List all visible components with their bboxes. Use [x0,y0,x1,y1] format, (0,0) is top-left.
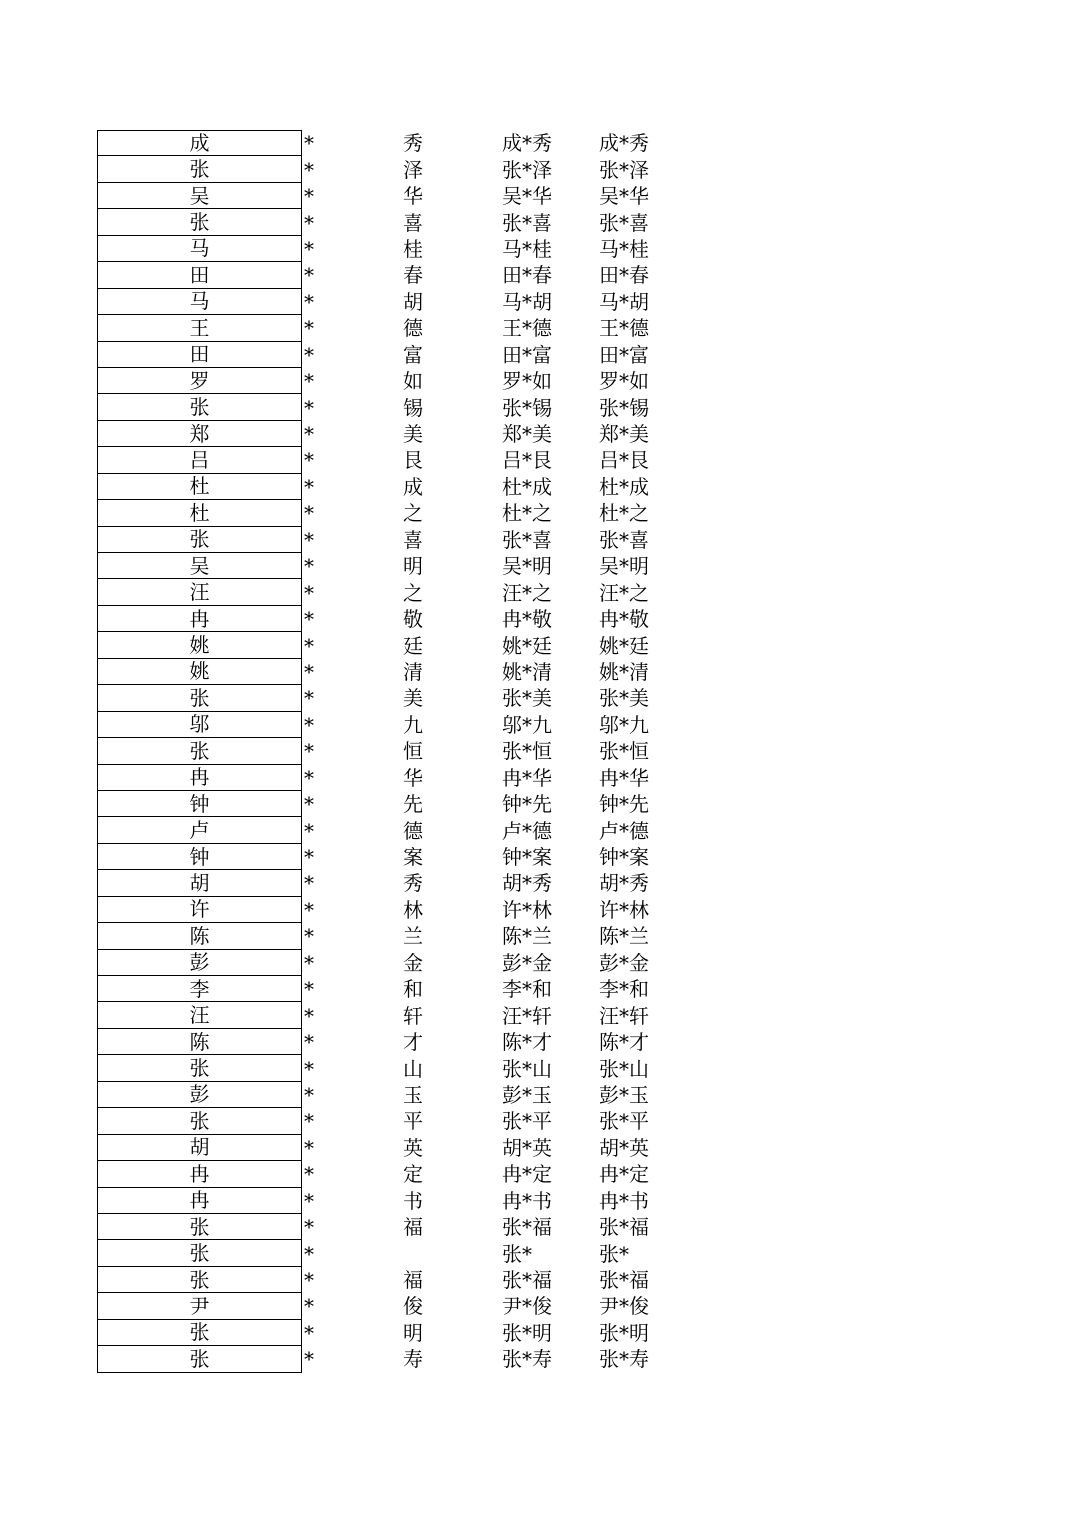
mask-cell: * [304,818,314,843]
given-name-cell: 成 [403,474,423,499]
masked-name-cell: 张* [502,1241,532,1266]
masked-name-cell: 张*明 [502,1320,552,1345]
masked-name-copy-cell: 张*寿 [599,1347,649,1372]
given-name-cell: 才 [403,1030,423,1055]
surname-cell: 田 [97,262,302,288]
mask-cell: * [304,1294,314,1319]
mask-cell: * [304,924,314,949]
mask-cell: * [304,871,314,896]
mask-cell: * [304,1215,314,1240]
masked-name-copy-cell: 张*锡 [599,395,649,420]
masked-name-cell: 张*锡 [502,395,552,420]
surname-cell: 彭 [97,950,302,976]
given-name-cell: 之 [403,580,423,605]
surname-cell: 吴 [97,553,302,579]
masked-name-copy-cell: 钟*先 [599,792,649,817]
given-name-cell: 兰 [403,924,423,949]
masked-name-cell: 张*美 [502,686,552,711]
surname-cell: 冉 [97,1188,302,1214]
masked-name-cell: 钟*先 [502,792,552,817]
masked-name-cell: 姚*廷 [502,633,552,658]
given-name-cell: 案 [403,845,423,870]
mask-cell: * [304,686,314,711]
masked-name-cell: 张*喜 [502,527,552,552]
masked-name-cell: 冉*华 [502,765,552,790]
mask-cell: * [304,342,314,367]
masked-name-cell: 钟*案 [502,845,552,870]
surname-cell: 张 [97,1214,302,1240]
surname-cell: 张 [97,738,302,764]
masked-name-cell: 尹*俊 [502,1294,552,1319]
masked-name-cell: 陈*兰 [502,924,552,949]
masked-name-copy-cell: 冉*书 [599,1188,649,1213]
mask-cell: * [304,501,314,526]
masked-name-copy-cell: 尹*俊 [599,1294,649,1319]
masked-name-copy-cell: 张*恒 [599,739,649,764]
masked-name-cell: 田*富 [502,342,552,367]
surname-cell: 许 [97,897,302,923]
given-name-cell: 胡 [403,289,423,314]
given-name-cell: 华 [403,184,423,209]
surname-cell: 张 [97,1108,302,1134]
given-name-cell: 秀 [403,871,423,896]
masked-name-cell: 张*泽 [502,157,552,182]
mask-cell: * [304,607,314,632]
masked-name-copy-cell: 张*福 [599,1268,649,1293]
given-name-cell: 喜 [403,527,423,552]
masked-name-copy-cell: 田*春 [599,263,649,288]
surname-cell: 陈 [97,1029,302,1055]
surname-cell: 尹 [97,1293,302,1319]
masked-name-copy-cell: 郑*美 [599,422,649,447]
masked-name-cell: 郑*美 [502,422,552,447]
surname-cell: 张 [97,1346,302,1372]
surname-cell: 张 [97,527,302,553]
mask-cell: * [304,289,314,314]
surname-cell: 王 [97,315,302,341]
surname-cell: 张 [97,1240,302,1266]
surname-cell: 成 [97,130,302,156]
given-name-cell: 九 [403,712,423,737]
surname-cell: 张 [97,685,302,711]
masked-name-cell: 汪*之 [502,580,552,605]
masked-name-copy-cell: 姚*清 [599,659,649,684]
masked-name-copy-cell: 胡*英 [599,1135,649,1160]
mask-cell: * [304,712,314,737]
masked-name-cell: 张*寿 [502,1347,552,1372]
surname-cell: 冉 [97,1161,302,1187]
mask-cell: * [304,1003,314,1028]
masked-name-cell: 杜*成 [502,474,552,499]
masked-name-cell: 冉*定 [502,1162,552,1187]
mask-cell: * [304,1162,314,1187]
masked-name-cell: 胡*英 [502,1135,552,1160]
masked-name-cell: 张*福 [502,1215,552,1240]
given-name-cell: 寿 [403,1347,423,1372]
mask-cell: * [304,395,314,420]
masked-name-copy-cell: 彭*玉 [599,1082,649,1107]
mask-cell: * [304,739,314,764]
surname-cell: 张 [97,1320,302,1346]
given-name-cell: 定 [403,1162,423,1187]
masked-name-copy-cell: 汪*轩 [599,1003,649,1028]
masked-name-copy-cell: 张*山 [599,1056,649,1081]
given-name-cell: 如 [403,369,423,394]
masked-name-copy-cell: 张*泽 [599,157,649,182]
mask-cell: * [304,950,314,975]
mask-cell: * [304,897,314,922]
given-name-cell: 德 [403,818,423,843]
surname-cell: 冉 [97,606,302,632]
mask-cell: * [304,1241,314,1266]
mask-cell: * [304,1268,314,1293]
surname-cell: 汪 [97,1002,302,1028]
masked-name-copy-cell: 冉*定 [599,1162,649,1187]
surname-cell: 胡 [97,1135,302,1161]
given-name-cell: 喜 [403,210,423,235]
masked-name-copy-cell: 许*林 [599,897,649,922]
mask-cell: * [304,845,314,870]
surname-cell: 胡 [97,870,302,896]
mask-cell: * [304,633,314,658]
masked-name-cell: 李*和 [502,977,552,1002]
masked-name-cell: 冉*敬 [502,607,552,632]
surname-cell: 吕 [97,447,302,473]
masked-name-cell: 吴*明 [502,554,552,579]
surname-cell: 杜 [97,500,302,526]
given-name-cell: 清 [403,659,423,684]
masked-name-cell: 张*恒 [502,739,552,764]
surname-cell: 张 [97,1055,302,1081]
mask-cell: * [304,263,314,288]
surname-cell: 李 [97,976,302,1002]
masked-name-copy-cell: 王*德 [599,316,649,341]
given-name-cell: 艮 [403,448,423,473]
given-name-cell: 英 [403,1135,423,1160]
given-name-cell: 廷 [403,633,423,658]
mask-cell: * [304,1082,314,1107]
masked-name-copy-cell: 冉*敬 [599,607,649,632]
masked-name-cell: 陈*才 [502,1030,552,1055]
given-name-cell: 秀 [403,131,423,156]
given-name-cell: 明 [403,554,423,579]
masked-name-cell: 张*喜 [502,210,552,235]
mask-cell: * [304,369,314,394]
masked-name-copy-cell: 罗*如 [599,369,649,394]
masked-name-copy-cell: 吴*明 [599,554,649,579]
given-name-cell: 桂 [403,236,423,261]
masked-name-cell: 邬*九 [502,712,552,737]
masked-name-cell: 罗*如 [502,369,552,394]
given-name-cell: 明 [403,1320,423,1345]
surname-cell: 陈 [97,923,302,949]
mask-cell: * [304,157,314,182]
mask-cell: * [304,210,314,235]
mask-cell: * [304,580,314,605]
given-name-cell: 锡 [403,395,423,420]
given-name-cell: 美 [403,422,423,447]
masked-name-copy-cell: 陈*兰 [599,924,649,949]
surname-cell: 姚 [97,659,302,685]
mask-cell: * [304,1347,314,1372]
given-name-cell: 敬 [403,607,423,632]
given-name-cell: 玉 [403,1082,423,1107]
masked-name-cell: 胡*秀 [502,871,552,896]
surname-cell: 马 [97,289,302,315]
given-name-cell: 先 [403,792,423,817]
masked-name-copy-cell: 彭*金 [599,950,649,975]
masked-name-copy-cell: 胡*秀 [599,871,649,896]
given-name-cell: 之 [403,501,423,526]
mask-cell: * [304,1320,314,1345]
masked-name-copy-cell: 张*喜 [599,527,649,552]
masked-name-copy-cell: 马*胡 [599,289,649,314]
masked-name-cell: 张*平 [502,1109,552,1134]
given-name-cell: 春 [403,263,423,288]
mask-cell: * [304,1188,314,1213]
masked-name-cell: 吕*艮 [502,448,552,473]
masked-name-cell: 彭*玉 [502,1082,552,1107]
mask-cell: * [304,527,314,552]
masked-name-copy-cell: 杜*成 [599,474,649,499]
given-name-cell: 轩 [403,1003,423,1028]
surname-cell: 张 [97,209,302,235]
given-name-cell: 福 [403,1268,423,1293]
surname-cell: 姚 [97,632,302,658]
surname-cell: 冉 [97,765,302,791]
given-name-cell: 和 [403,977,423,1002]
given-name-cell: 俊 [403,1294,423,1319]
given-name-cell: 恒 [403,739,423,764]
masked-name-copy-cell: 钟*案 [599,845,649,870]
masked-name-copy-cell: 吴*华 [599,184,649,209]
surname-cell: 郑 [97,421,302,447]
mask-cell: * [304,316,314,341]
masked-name-copy-cell: 张*喜 [599,210,649,235]
given-name-cell: 林 [403,897,423,922]
masked-name-cell: 冉*书 [502,1188,552,1213]
masked-name-copy-cell: 卢*德 [599,818,649,843]
surname-cell: 杜 [97,474,302,500]
mask-cell: * [304,1135,314,1160]
given-name-cell: 美 [403,686,423,711]
masked-name-copy-cell: 张*美 [599,686,649,711]
masked-name-copy-cell: 汪*之 [599,580,649,605]
masked-name-cell: 吴*华 [502,184,552,209]
masked-name-copy-cell: 张*福 [599,1215,649,1240]
surname-cell: 彭 [97,1082,302,1108]
masked-name-copy-cell: 杜*之 [599,501,649,526]
mask-cell: * [304,184,314,209]
masked-name-copy-cell: 张* [599,1241,629,1266]
mask-cell: * [304,554,314,579]
masked-name-copy-cell: 田*富 [599,342,649,367]
given-name-cell: 富 [403,342,423,367]
surname-cell: 张 [97,1267,302,1293]
given-name-cell: 福 [403,1215,423,1240]
masked-name-cell: 许*林 [502,897,552,922]
masked-name-cell: 张*福 [502,1268,552,1293]
mask-cell: * [304,792,314,817]
mask-cell: * [304,1030,314,1055]
masked-name-copy-cell: 陈*才 [599,1030,649,1055]
given-name-cell [403,1240,443,1266]
given-name-cell: 山 [403,1056,423,1081]
masked-name-cell: 姚*清 [502,659,552,684]
given-name-cell: 泽 [403,157,423,182]
masked-name-copy-cell: 吕*艮 [599,448,649,473]
mask-cell: * [304,131,314,156]
surname-cell: 田 [97,342,302,368]
mask-cell: * [304,765,314,790]
masked-name-cell: 汪*轩 [502,1003,552,1028]
masked-name-cell: 杜*之 [502,501,552,526]
surname-cell: 吴 [97,183,302,209]
masked-name-cell: 马*桂 [502,236,552,261]
surname-cell: 钟 [97,791,302,817]
masked-name-copy-cell: 姚*廷 [599,633,649,658]
masked-name-cell: 彭*金 [502,950,552,975]
masked-name-cell: 王*德 [502,316,552,341]
given-name-cell: 书 [403,1188,423,1213]
masked-name-cell: 张*山 [502,1056,552,1081]
surname-cell: 卢 [97,817,302,843]
masked-name-copy-cell: 冉*华 [599,765,649,790]
mask-cell: * [304,236,314,261]
given-name-cell: 华 [403,765,423,790]
surname-cell: 罗 [97,368,302,394]
surname-cell: 张 [97,394,302,420]
surname-cell: 钟 [97,844,302,870]
masked-name-copy-cell: 张*平 [599,1109,649,1134]
given-name-cell: 金 [403,950,423,975]
given-name-cell: 平 [403,1109,423,1134]
mask-cell: * [304,448,314,473]
masked-name-copy-cell: 邬*九 [599,712,649,737]
surname-cell: 邬 [97,712,302,738]
given-name-cell: 德 [403,316,423,341]
masked-name-cell: 卢*德 [502,818,552,843]
mask-cell: * [304,1109,314,1134]
masked-name-copy-cell: 成*秀 [599,131,649,156]
masked-name-cell: 马*胡 [502,289,552,314]
mask-cell: * [304,659,314,684]
mask-cell: * [304,1056,314,1081]
masked-name-copy-cell: 张*明 [599,1320,649,1345]
masked-name-cell: 田*春 [502,263,552,288]
surname-cell: 马 [97,236,302,262]
mask-cell: * [304,474,314,499]
masked-name-copy-cell: 李*和 [599,977,649,1002]
surname-cell: 张 [97,156,302,182]
surname-cell: 汪 [97,579,302,605]
masked-name-copy-cell: 马*桂 [599,236,649,261]
mask-cell: * [304,422,314,447]
masked-name-cell: 成*秀 [502,131,552,156]
mask-cell: * [304,977,314,1002]
